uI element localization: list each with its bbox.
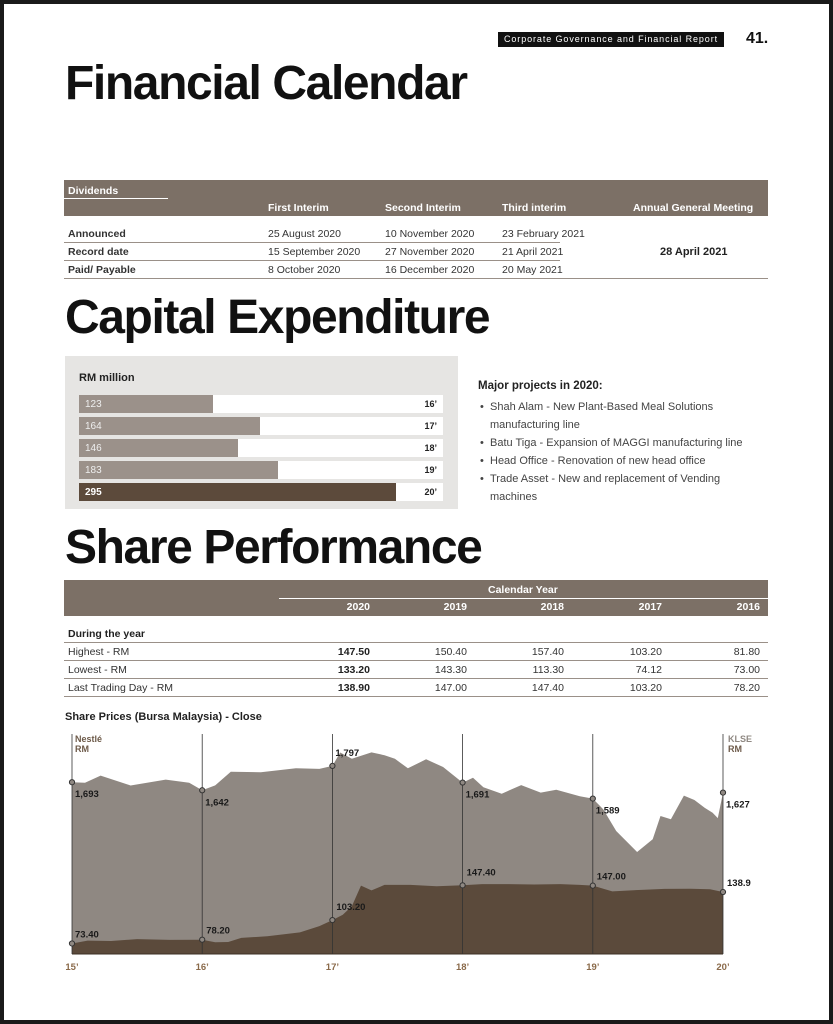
cell: 15 September 2020 [268, 246, 361, 258]
data-point-marker [200, 788, 205, 793]
x-tick-label: 18’ [455, 962, 470, 973]
cell: 147.40 [531, 682, 564, 694]
list-item: • Batu Tiga - Expansion of MAGGI manufacturing line [480, 437, 743, 449]
right-axis-label: KLSE [728, 734, 753, 744]
col-year: 2020 [346, 601, 370, 613]
col-second-interim: Second Interim [385, 202, 461, 214]
data-point-marker [460, 780, 465, 785]
data-label: 1,691 [465, 789, 490, 801]
project-text: Batu Tiga - Expansion of MAGGI manufacturing line [490, 437, 743, 449]
cell: 157.40 [531, 646, 564, 658]
capex-title: Capital Expenditure [65, 291, 490, 344]
cell: 8 October 2020 [268, 264, 341, 276]
col-year: 2018 [540, 601, 564, 613]
capex-unit-label: RM million [79, 372, 135, 384]
col-first-interim: First Interim [268, 202, 329, 214]
data-point-marker [720, 790, 725, 795]
row-label: Announced [68, 228, 126, 240]
data-label: 103.20 [336, 902, 366, 914]
dividends-label: Dividends [68, 185, 119, 197]
list-item: • Head Office - Renovation of new head office [480, 455, 706, 467]
col-year: 2016 [736, 601, 760, 613]
report-page [4, 4, 829, 1020]
capex-bar-year: 19’ [424, 465, 437, 475]
data-label: 1,693 [75, 789, 99, 801]
cell: 74.12 [635, 664, 662, 676]
agm-date: 28 April 2021 [660, 246, 728, 258]
row-label: Paid/ Payable [68, 264, 136, 276]
data-label: 147.00 [596, 871, 626, 883]
row-label: Highest - RM [68, 646, 130, 658]
data-point-marker [460, 883, 465, 888]
col-year: 2019 [443, 601, 467, 613]
share-performance-title: Share Performance [65, 521, 482, 574]
cell: 16 December 2020 [385, 264, 475, 276]
data-point-marker [330, 763, 335, 768]
project-text: Head Office - Renovation of new head office [490, 455, 706, 467]
data-label: 73.40 [75, 929, 99, 941]
data-label: 1,589 [595, 805, 620, 817]
capex-bar-value: 123 [85, 399, 102, 410]
col-agm: Annual General Meeting [633, 202, 754, 214]
cell: 27 November 2020 [385, 246, 475, 258]
financial-calendar-title: Financial Calendar [65, 57, 467, 110]
capex-bar-year: 20’ [424, 487, 437, 497]
project-text: Trade Asset - New and replacement of Vending machines [490, 473, 721, 503]
row-label: Last Trading Day - RM [68, 682, 174, 694]
x-tick-label: 15’ [65, 962, 79, 973]
data-point-marker [330, 917, 335, 922]
capex-bar-value: 164 [85, 421, 102, 432]
capex-bar-year: 18’ [424, 443, 437, 453]
col-third-interim: Third interim [502, 202, 567, 214]
data-label: 78.20 [206, 925, 230, 937]
cell: 138.90 [337, 682, 370, 694]
project-text: Shah Alam - New Plant-Based Meal Solutions manufacturing line [490, 401, 714, 431]
data-point-marker [69, 941, 74, 946]
cell: 150.40 [434, 646, 467, 658]
left-axis-label: RM [75, 744, 89, 754]
data-label: 1,642 [205, 797, 229, 809]
data-point-marker [590, 883, 595, 888]
x-tick-label: 16’ [195, 962, 209, 973]
report-header-label: Corporate Governance and Financial Report [498, 32, 724, 47]
data-label: 1,797 [335, 747, 360, 759]
cell: 20 May 2021 [502, 264, 563, 276]
cell: 21 April 2021 [502, 246, 564, 258]
cell: 23 February 2021 [502, 228, 585, 240]
capex-bar-value: 146 [85, 443, 102, 454]
x-tick-label: 19’ [586, 962, 600, 973]
list-item: • Trade Asset - New and replacement of Vending machines [480, 473, 721, 503]
capex-bar-value: 183 [85, 465, 102, 476]
cell: 25 August 2020 [268, 228, 341, 240]
calendar-year-label: Calendar Year [488, 584, 558, 596]
page-number: 41. [746, 30, 769, 47]
cell: 113.30 [532, 664, 564, 676]
data-point-marker [590, 796, 595, 801]
cell: 103.20 [629, 682, 662, 694]
data-label: 147.40 [466, 867, 496, 879]
data-label: 1,627 [726, 799, 750, 811]
data-point-marker [200, 937, 205, 942]
cell: 103.20 [629, 646, 662, 658]
cell: 81.80 [733, 646, 760, 658]
left-axis-label: Nestlé [75, 734, 103, 744]
cell: 147.50 [337, 646, 370, 658]
cell: 133.20 [337, 664, 370, 676]
cell: 73.00 [733, 664, 760, 676]
cell: 143.30 [434, 664, 467, 676]
capex-bar-year: 17’ [424, 421, 437, 431]
projects-title: Major projects in 2020: [478, 380, 603, 392]
chart-title: Share Prices (Bursa Malaysia) - Close [65, 711, 262, 723]
row-label: Record date [68, 246, 129, 258]
share-price-chart [4, 4, 829, 1020]
data-point-marker [720, 889, 725, 894]
right-axis-label: RM [728, 744, 742, 754]
col-year: 2017 [638, 601, 662, 613]
x-tick-label: 20’ [716, 962, 730, 973]
capex-bar-value: 295 [85, 487, 102, 498]
cell: 78.20 [733, 682, 760, 694]
row-label: Lowest - RM [68, 664, 127, 676]
capex-bar-year: 16’ [424, 399, 437, 409]
x-tick-label: 17’ [325, 962, 340, 973]
cell: 147.00 [434, 682, 467, 694]
section-label: During the year [68, 628, 146, 640]
data-label: 138.9 [727, 878, 751, 890]
data-point-marker [69, 780, 74, 785]
cell: 10 November 2020 [385, 228, 475, 240]
list-item: • Shah Alam - New Plant-Based Meal Solutions manufacturing line [480, 401, 714, 431]
